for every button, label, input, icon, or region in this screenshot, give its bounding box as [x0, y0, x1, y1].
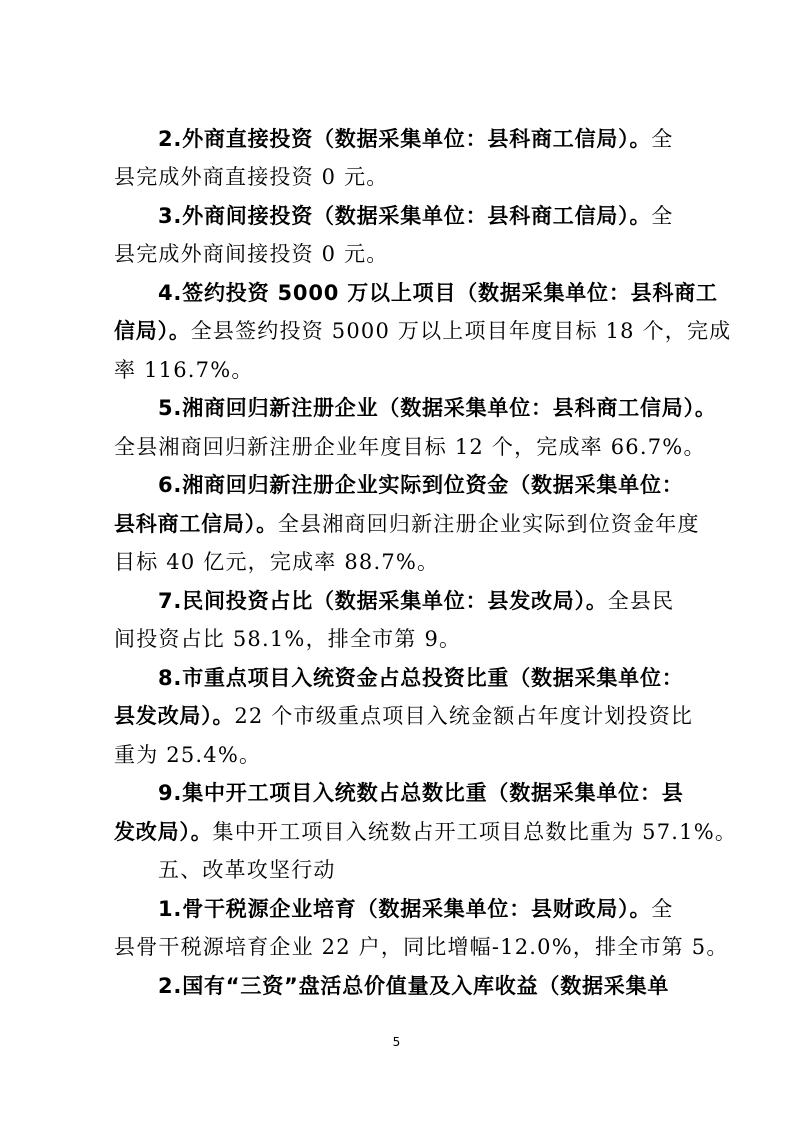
item-2-text: 全	[651, 127, 674, 151]
item-9-line-2	[114, 818, 737, 846]
item-2-heading: 2.外商直接投资（数据采集单位：县科商工信局）。	[158, 127, 652, 151]
item-3-line-1	[158, 202, 674, 230]
item-5-1-heading: 1.骨干税源企业培育（数据采集单位：县财政局）。	[158, 897, 652, 921]
page-number: 5	[392, 1035, 401, 1049]
item-4-line-3: 率 116.7%。	[114, 358, 254, 382]
item-4-text: 全县签约投资 5000 万以上项目年度目标 18 个，完成	[190, 319, 732, 343]
item-5-heading: 5.湘商回归新注册企业（数据采集单位：县科商工信局）。	[158, 396, 717, 420]
item-6-text: 全县湘商回归新注册企业实际到位资金年度	[277, 512, 700, 536]
item-7-heading: 7.民间投资占比（数据采集单位：县发改局）。	[158, 589, 608, 613]
item-6-heading-end: 县科商工信局）。	[114, 512, 278, 536]
item-2-line-2: 县完成外商直接投资 0 元。	[114, 165, 389, 189]
item-6-line-3: 目标 40 亿元，完成率 88.7%。	[114, 550, 440, 574]
item-9-heading: 9.集中开工项目入统数占总数比重（数据采集单位：县	[158, 781, 684, 805]
item-3-line-2: 县完成外商间接投资 0 元。	[114, 242, 389, 266]
item-7-line-2: 间投资占比 58.1%，排全市第 9。	[114, 627, 462, 651]
section-heading: 五、改革攻坚行动	[158, 858, 336, 882]
item-5-1-line-2: 县骨干税源培育企业 22 户，同比增幅-12.0%，排全市第 5。	[114, 935, 729, 959]
item-5-1-line-1	[158, 895, 674, 923]
item-3-text: 全	[651, 204, 674, 228]
item-3-heading: 3.外商间接投资（数据采集单位：县科商工信局）。	[158, 204, 652, 228]
item-6-heading: 6.湘商回归新注册企业实际到位资金（数据采集单位：	[158, 473, 684, 497]
item-4-line-2	[114, 317, 731, 345]
item-8-heading: 8.市重点项目入统资金占总投资比重（数据采集单位：	[158, 666, 684, 690]
item-4-heading-end: 信局）。	[114, 319, 191, 343]
item-9-text: 集中开工项目入统数占开工项目总数比重为 57.1%。	[212, 820, 738, 844]
item-8-heading-end: 县发改局）。	[114, 704, 235, 728]
item-5-line-2: 全县湘商回归新注册企业年度目标 12 个，完成率 66.7%。	[114, 435, 706, 459]
item-7-line-1	[158, 587, 674, 615]
item-9-heading-end: 发改局）。	[114, 820, 213, 844]
item-5-1-text: 全	[651, 897, 674, 921]
item-5-2-heading: 2.国有“三资”盘活总价值量及入库收益（数据采集单	[158, 974, 670, 998]
item-7-text: 全县民	[607, 589, 675, 613]
item-6-line-2	[114, 510, 700, 538]
item-8-line-2	[114, 702, 693, 730]
item-2-line-1	[158, 125, 674, 153]
item-8-text: 22 个市级重点项目入统金额占年度计划投资比	[234, 704, 694, 728]
item-4-heading: 4.签约投资 5000 万以上项目（数据采集单位：县科商工	[158, 281, 718, 305]
item-8-line-3: 重为 25.4%。	[114, 743, 262, 767]
